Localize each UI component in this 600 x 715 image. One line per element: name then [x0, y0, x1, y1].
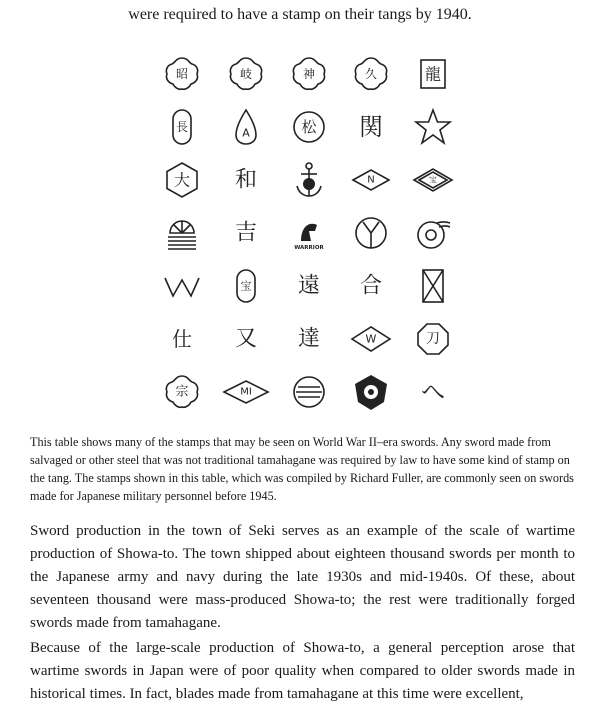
svg-text:龍: 龍: [424, 64, 442, 84]
stamp-wa: [224, 158, 268, 202]
stamp-star: [411, 105, 455, 149]
svg-text:WARRIOR: WARRIOR: [294, 245, 324, 251]
svg-text:達: 達: [297, 326, 321, 352]
body-paragraph-1: Sword production in the town of Seki serves as an example of the scale of wartime production of Showa-to. The town shipped about eighteen thousand swords per month to the Japanese army and navy during the late 1930s and mid-1940s. Of these, about seventeen thousand were mass-produced Showa-to; the rest were traditionally forged swords made from tamahagane.: [30, 523, 575, 631]
svg-text:遠: 遠: [297, 273, 321, 299]
svg-text:MI: MI: [240, 386, 252, 398]
stamp-w-diamond: [349, 317, 393, 361]
svg-text:関: 関: [359, 113, 383, 141]
stamp-matsu-circle: [287, 105, 331, 149]
svg-text:昭: 昭: [175, 67, 189, 81]
svg-text:宝: 宝: [429, 175, 437, 185]
stamp-nested-diamond: [411, 158, 455, 202]
svg-text:和: 和: [234, 167, 258, 193]
stamp-he: [411, 370, 455, 414]
svg-text:宝: 宝: [240, 279, 252, 293]
svg-text:仕: 仕: [172, 327, 192, 351]
svg-text:合: 合: [359, 273, 383, 299]
svg-text:吉: 吉: [234, 220, 258, 246]
stamp-table: [160, 52, 465, 412]
svg-text:又: 又: [234, 326, 258, 352]
svg-text:N: N: [367, 174, 375, 186]
stamp-jin-blossom: [287, 52, 331, 96]
stamp-en: [287, 264, 331, 308]
stamp-oval-naga: [160, 105, 204, 149]
stamp-san-circle: [287, 370, 331, 414]
stamp-seki: [349, 105, 393, 149]
stamp-mata: [224, 317, 268, 361]
svg-text:神: 神: [302, 67, 316, 81]
stamp-boxed-x: [411, 264, 455, 308]
stamp-mi-diamond: [224, 370, 268, 414]
stamp-n-diamond: [349, 158, 393, 202]
stamp-shi: [160, 317, 204, 361]
svg-text:W: W: [365, 332, 377, 346]
stamp-square-seal: [411, 52, 455, 96]
stamp-kichi: [224, 211, 268, 255]
svg-text:長: 長: [175, 120, 189, 134]
intro-line: were required to have a stamp on their tangs by 1940.: [128, 6, 472, 23]
stamp-sunrise-waves: [160, 211, 204, 255]
svg-text:久: 久: [364, 67, 378, 81]
stamp-w-plain: [160, 264, 204, 308]
stamp-oval-takara: [224, 264, 268, 308]
svg-text:へ: へ: [421, 378, 445, 406]
stamp-anchor-chrysanthemum: [287, 158, 331, 202]
stamp-chrysanthemum-badge: [349, 370, 393, 414]
stamp-dai-hexagon: [160, 158, 204, 202]
svg-text:宗: 宗: [175, 384, 189, 400]
stamp-sho-blossom: [160, 52, 204, 96]
svg-text:A: A: [242, 126, 250, 140]
stamp-warrior: [287, 211, 331, 255]
stamp-gi-blossom: [224, 52, 268, 96]
svg-text:松: 松: [301, 118, 317, 136]
svg-text:岐: 岐: [239, 67, 253, 81]
stamp-winged-circle: [411, 211, 455, 255]
stamp-go: [349, 264, 393, 308]
stamp-circle-y: [349, 211, 393, 255]
body-paragraph-2: Because of the large-scale production of Showa-to, a general perception arose that wartime swords in Japan were of poor quality when compared to older swords made in historical times. In fact, blades made from tamahagane at this time were excellent,: [30, 640, 575, 702]
svg-text:大: 大: [173, 170, 191, 190]
table-caption: This table shows many of the stamps that may be seen on World War II–era swords. Any sword made from salvaged or other steel that was not traditional tamahagane was required by law to have some kind of stamp on the tang. The stamps shown in this table, which was compiled by Richard Fuller, are commonly seen on swords made for Japanese military personnel before 1945.: [30, 435, 574, 503]
stamp-teardrop: [224, 105, 268, 149]
stamp-tatsu: [287, 317, 331, 361]
stamp-kyu-blossom: [349, 52, 393, 96]
stamp-blossom-seal: [160, 370, 204, 414]
svg-text:刀: 刀: [426, 331, 440, 347]
stamp-katana-octagon: [411, 317, 455, 361]
